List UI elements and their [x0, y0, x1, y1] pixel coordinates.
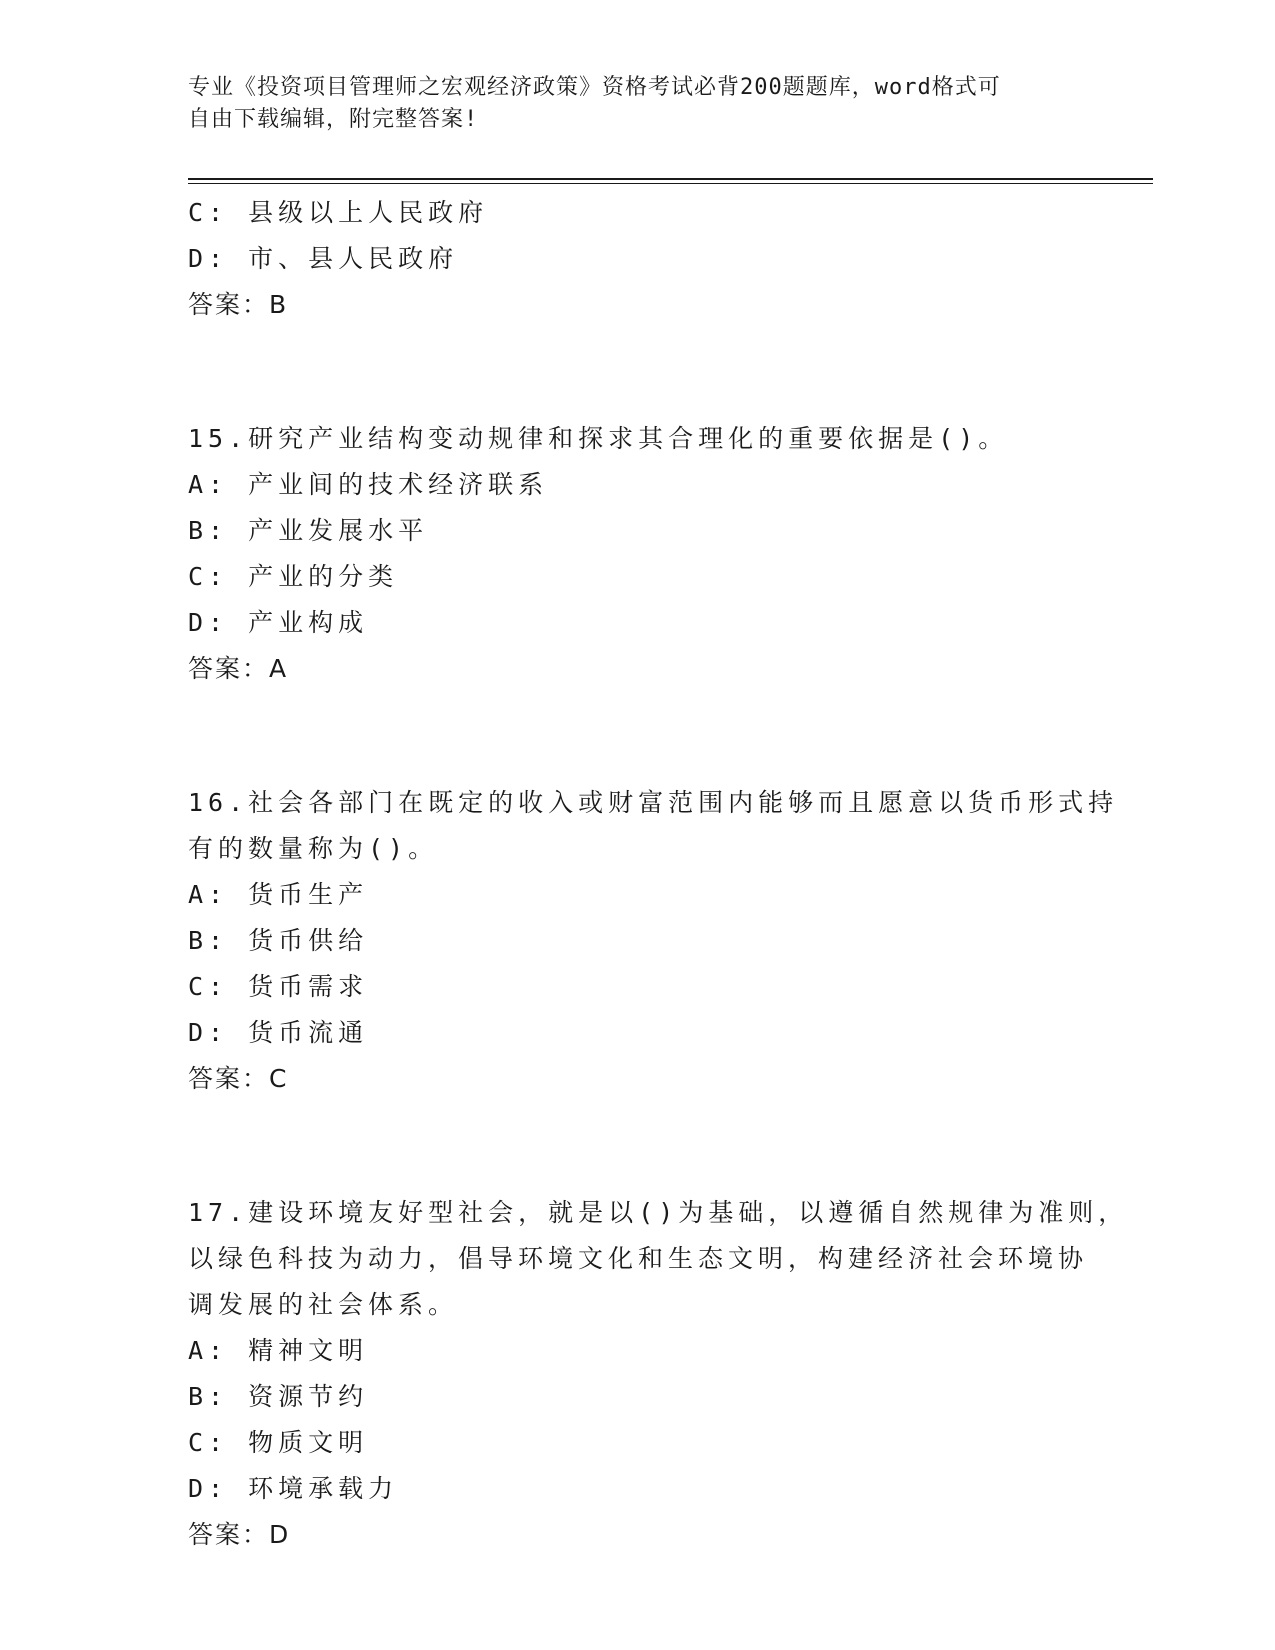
- header-divider: [188, 178, 1153, 180]
- question-text: 16.社会各部门在既定的收入或财富范围内能够而且愿意以货币形式持: [188, 788, 1119, 817]
- question-text: 17.建设环境友好型社会，就是以()为基础，以遵循自然规律为准则，: [188, 1198, 1129, 1227]
- previous-question-tail: [188, 190, 1088, 328]
- option-d: D: 产业构成: [188, 608, 369, 637]
- answer-line: 答案：B: [188, 290, 289, 319]
- question-list: [188, 190, 1129, 1558]
- header-line-2: 自由下载编辑，附完整答案!: [188, 107, 479, 132]
- option-a: A: 精神文明: [188, 1336, 369, 1365]
- question-17: [188, 1190, 1129, 1558]
- option-d: D: 市、县人民政府: [188, 244, 459, 273]
- document-header: [188, 72, 1068, 136]
- option-d: D: 货币流通: [188, 1018, 369, 1047]
- spacer: [188, 1102, 1088, 1190]
- question-15: [188, 416, 1088, 692]
- answer-line: 答案：D: [188, 1520, 291, 1549]
- header-line-1: 专业《投资项目管理师之宏观经济政策》资格考试必背200题题库，word格式可: [188, 75, 1001, 100]
- option-b: B: 资源节约: [188, 1382, 369, 1411]
- option-c: C: 县级以上人民政府: [188, 198, 489, 227]
- question-text-cont: 有的数量称为()。: [188, 834, 439, 863]
- answer-line: 答案：A: [188, 654, 289, 683]
- question-16: [188, 780, 1119, 1102]
- answer-line: 答案：C: [188, 1064, 289, 1093]
- question-text-cont: 调发展的社会体系。: [188, 1290, 459, 1319]
- option-c: C: 物质文明: [188, 1428, 369, 1457]
- option-b: B: 货币供给: [188, 926, 369, 955]
- option-c: C: 产业的分类: [188, 562, 399, 591]
- option-c: C: 货币需求: [188, 972, 369, 1001]
- question-text-cont: 以绿色科技为动力，倡导环境文化和生态文明，构建经济社会环境协: [188, 1244, 1089, 1273]
- spacer: [188, 692, 1088, 780]
- option-b: B: 产业发展水平: [188, 516, 429, 545]
- header-divider-thin: [188, 183, 1153, 184]
- option-d: D: 环境承载力: [188, 1474, 399, 1503]
- option-a: A: 产业间的技术经济联系: [188, 470, 549, 499]
- question-text: 15.研究产业结构变动规律和探求其合理化的重要依据是()。: [188, 424, 1009, 453]
- option-a: A: 货币生产: [188, 880, 369, 909]
- spacer: [188, 328, 1088, 416]
